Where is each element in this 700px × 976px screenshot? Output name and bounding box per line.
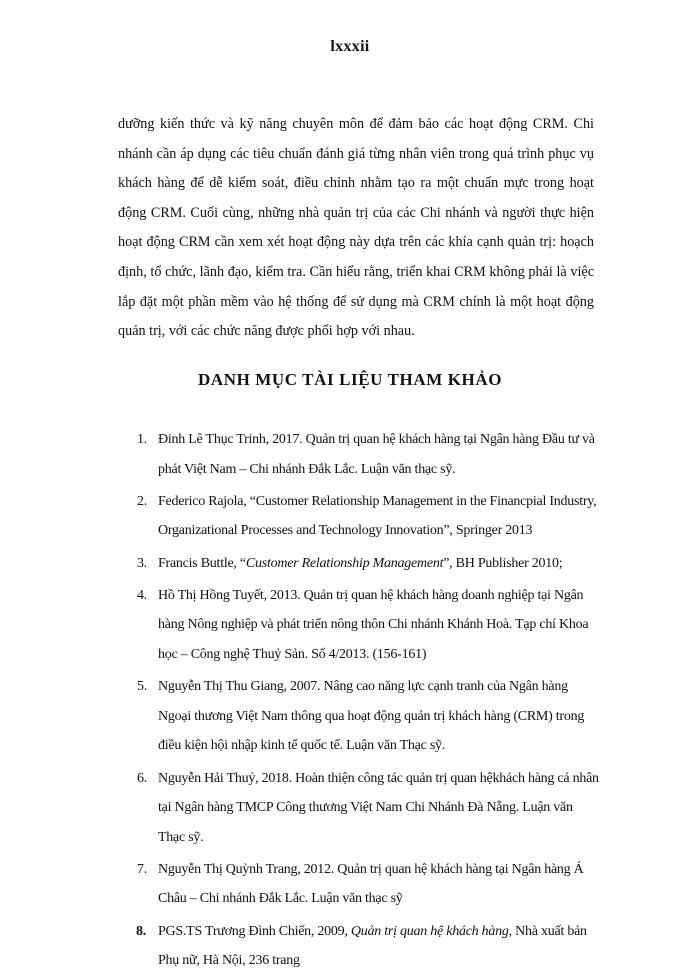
reference-number: 5. bbox=[137, 679, 147, 695]
reference-text: Hồ Thị Hồng Tuyết, 2013. Quản trị quan hệ khách hàng doanh nghiệp tại Ngân hàng Nông nghiệp và phát triển nông thôn Chi nhánh Khánh Hoà. Tạp chí Khoa học – Công nghệ Thuỷ Sản. Số 4/2013. (156-161) bbox=[158, 587, 589, 662]
reference-number: 3. bbox=[137, 555, 147, 571]
reference-number: 8. bbox=[136, 923, 146, 939]
reference-text-before: Francis Buttle, “ bbox=[158, 555, 246, 571]
reference-text: Nguyễn Thị Quỳnh Trang, 2012. Quản trị quan hệ khách hàng tại Ngân hàng Á Châu – Chi nhánh Đắk Lắc. Luận văn thạc sỹ bbox=[158, 861, 584, 907]
reference-number: 1. bbox=[137, 432, 147, 447]
reference-item bbox=[120, 581, 602, 670]
reference-number: 7. bbox=[137, 861, 147, 877]
reference-text: Federico Rajola, “Customer Relationship Management in the Financpial Industry, Organizational Processes and Technology Innovation”, Springer 2013 bbox=[158, 493, 597, 539]
reference-list bbox=[120, 425, 602, 976]
reference-text: Nguyễn Hải Thuỷ, 2018. Hoàn thiện công tác quản trị quan hệkhách hàng cá nhân tại Ngân hàng TMCP Công thương Việt Nam Chi Nhánh Đà Nẵng. Luận văn Thạc sỹ. bbox=[158, 770, 599, 845]
reference-text-before: PGS.TS Trương Đình Chiến, 2009, bbox=[158, 923, 351, 939]
reference-number: 4. bbox=[137, 587, 147, 603]
reference-item bbox=[120, 672, 602, 761]
reference-item bbox=[120, 487, 602, 546]
reference-text-after: , Nhà xuất bản Phụ nữ, Hà Nội, 236 trang bbox=[158, 923, 587, 969]
reference-number: 6. bbox=[137, 770, 147, 786]
page-number: lxxxii bbox=[330, 38, 370, 55]
reference-text: Nguyễn Thị Thu Giang, 2007. Nâng cao năng lực cạnh tranh của Ngân hàng Ngoại thương Việt Nam thông qua hoạt động quản trị khách hàng (CRM) trong điều kiện hội nhập kinh tế quốc tế. Luận văn Thạc sỹ. bbox=[158, 679, 585, 754]
reference-book-title: Quản trị quan hệ khách hàng bbox=[350, 923, 509, 939]
section-title: DANH MỤC TÀI LIỆU THAM KHẢO bbox=[197, 370, 503, 389]
reference-item bbox=[120, 549, 602, 579]
reference-number: 2. bbox=[137, 493, 147, 509]
reference-item bbox=[120, 425, 602, 484]
reference-item bbox=[120, 855, 602, 914]
reference-text: Đinh Lê Thục Trinh, 2017. Quản trị quan hệ khách hàng tại Ngân hàng Đầu tư và phát Việt Nam – Chi nhánh Đắk Lắc. Luận văn thạc sỹ. bbox=[158, 432, 595, 477]
body-paragraph: dưỡng kiến thức và kỹ năng chuyên môn để đảm bảo các hoạt động CRM. Chi nhánh cần áp dụng các tiêu chuẩn đánh giá từng nhân viên trong quá trình phục vụ khách hàng để dễ kiểm soát, điều chỉnh nhằm tạo ra một chuẩn mực trong hoạt động CRM. Cuối cùng, những nhà quản trị của các Chi nhánh và người thực hiện hoạt động CRM cần xem xét hoạt động này dựa trên các khía cạnh quản trị: hoạch định, tổ chức, lãnh đạo, kiểm tra. Cần hiểu rằng, triển khai CRM không phải là việc lắp đặt một phần mềm vào hệ thống để sử dụng mà CRM chính là một hoạt động quản trị, với các chức năng được phối hợp với nhau. bbox=[118, 116, 594, 340]
reference-text-after: ”, BH Publisher 2010; bbox=[443, 555, 563, 571]
reference-item bbox=[120, 764, 602, 853]
reference-item bbox=[120, 917, 602, 976]
reference-book-title: Customer Relationship Management bbox=[245, 555, 444, 571]
